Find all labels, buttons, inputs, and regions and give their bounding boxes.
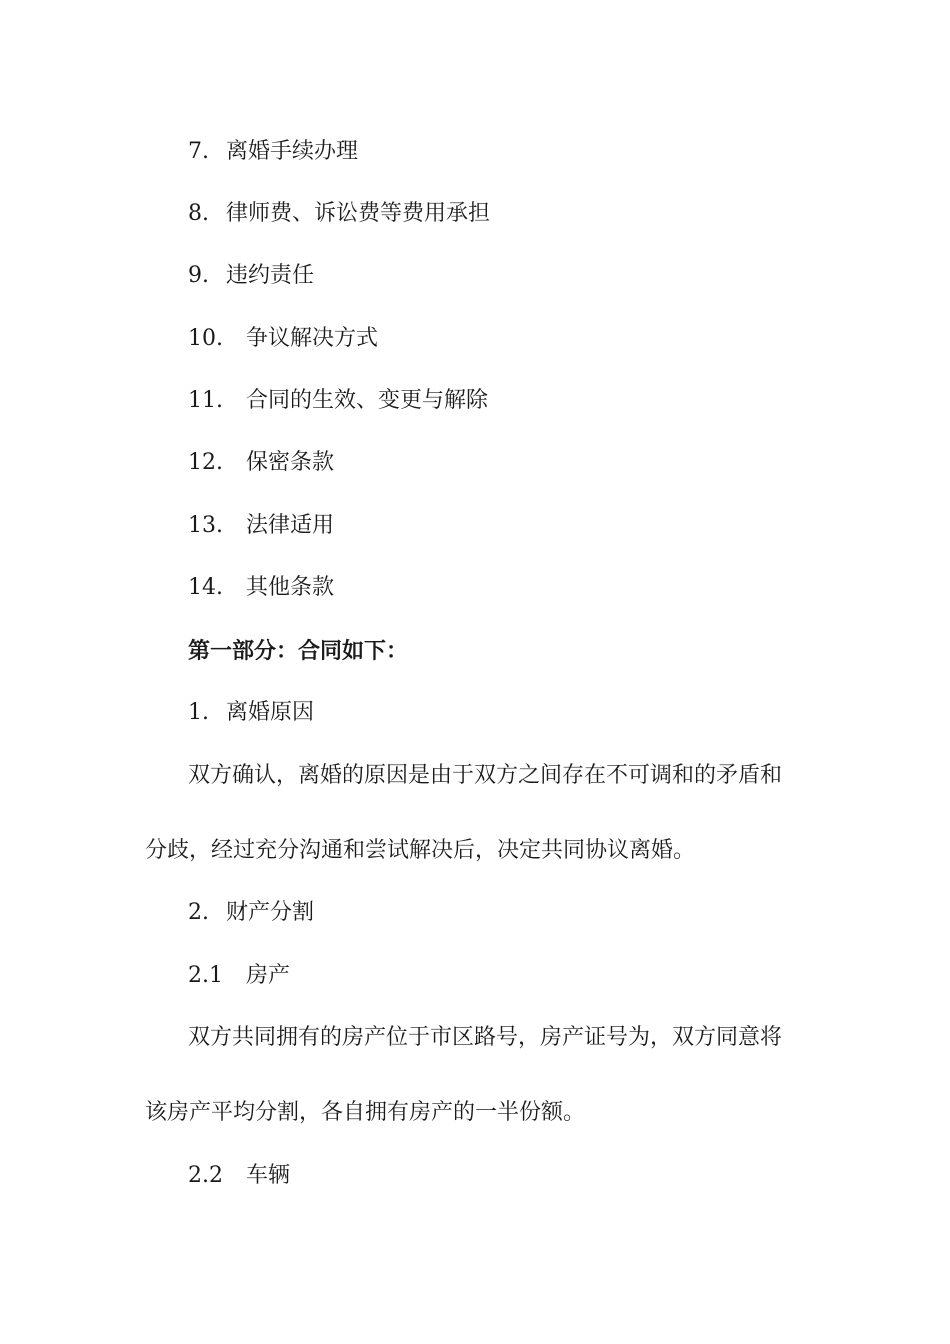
subsection-2-1-paragraph-line-1: 双方共同拥有的房产位于市区路号，房产证号为，双方同意将: [188, 1025, 783, 1050]
toc-item-number: 10.: [188, 326, 223, 351]
toc-item-text: 合同的生效、变更与解除: [246, 388, 489, 413]
toc-item-10: [188, 324, 378, 354]
section-2-heading: [188, 898, 314, 928]
toc-item-text: 保密条款: [246, 450, 335, 475]
subsection-title: 房产: [246, 963, 291, 988]
subsection-title: 车辆: [246, 1163, 291, 1188]
section-1-heading: [188, 698, 314, 728]
toc-item-text: 离婚手续办理: [226, 139, 359, 164]
subsection-number: 2.2: [188, 1163, 223, 1188]
subsection-2-2-heading: [188, 1161, 290, 1191]
subsection-2-1-paragraph-line-2: 该房产平均分割，各自拥有房产的一半份额。: [145, 1100, 586, 1125]
toc-item-number: 9.: [188, 263, 209, 288]
section-1-paragraph-line-2: 分歧，经过充分沟通和尝试解决后，决定共同协议离婚。: [145, 838, 696, 863]
toc-item-9: [188, 261, 314, 291]
toc-item-8: [188, 199, 490, 229]
section-title: 财产分割: [226, 900, 315, 925]
toc-item-text: 法律适用: [246, 513, 335, 538]
subsection-number: 2.1: [188, 963, 223, 988]
section-1-paragraph-line-1: 双方确认，离婚的原因是由于双方之间存在不可调和的矛盾和: [188, 763, 783, 788]
toc-item-number: 14.: [188, 575, 223, 600]
toc-item-text: 律师费、诉讼费等费用承担: [226, 201, 491, 226]
subsection-2-1-heading: [188, 961, 290, 991]
toc-item-number: 12.: [188, 450, 223, 475]
toc-item-12: [188, 448, 334, 478]
toc-item-14: [188, 573, 334, 603]
toc-item-number: 13.: [188, 513, 223, 538]
toc-item-number: 7.: [188, 139, 209, 164]
toc-item-text: 违约责任: [226, 263, 315, 288]
toc-item-text: 其他条款: [246, 575, 335, 600]
toc-item-11: [188, 386, 488, 416]
section-title: 离婚原因: [226, 700, 315, 725]
section-number: 2.: [188, 900, 209, 925]
part-heading: 第一部分：合同如下：: [188, 638, 409, 664]
toc-item-text: 争议解决方式: [246, 326, 379, 351]
toc-item-13: [188, 511, 334, 541]
section-number: 1.: [188, 700, 209, 725]
toc-item-7: [188, 137, 358, 167]
toc-item-number: 8.: [188, 201, 209, 226]
toc-item-number: 11.: [188, 388, 223, 413]
